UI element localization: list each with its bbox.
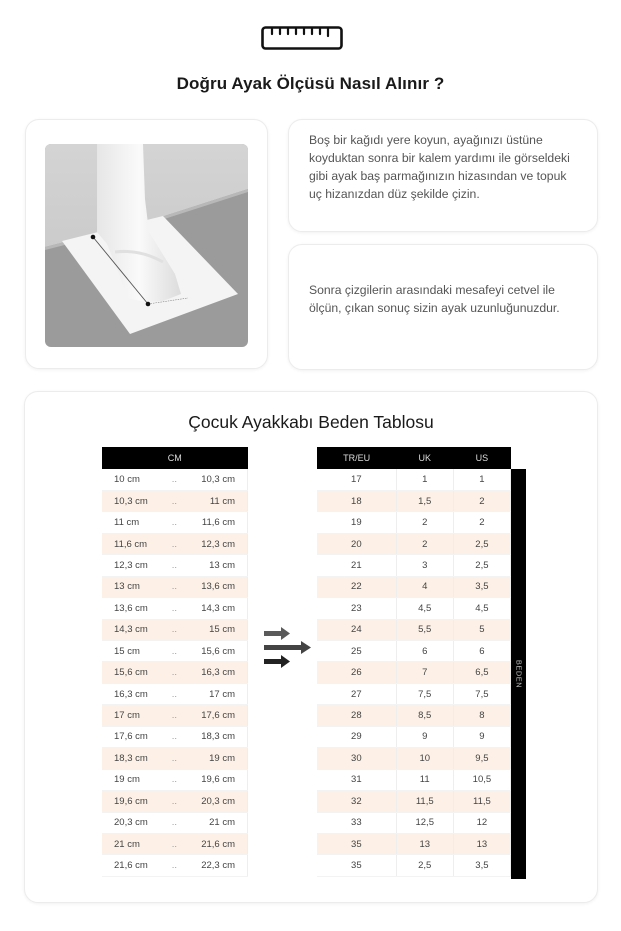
uk-cell: 2	[396, 512, 453, 533]
tr-eu-cell: 25	[317, 641, 396, 662]
tr-eu-cell: 32	[317, 791, 396, 812]
instruction-step-2-text: Sonra çizgilerin arasındaki mesafeyi cetvel ile ölçün, çıkan sonuç sizin ayak uzunluğunuzdur.	[309, 283, 560, 315]
shoe-size-row	[317, 598, 511, 619]
size-chart-card	[24, 391, 598, 903]
range-separator: ..	[162, 812, 186, 833]
uk-cell: 4,5	[396, 598, 453, 619]
cm-to-cell: 18,3 cm	[186, 726, 247, 747]
cm-from-cell: 13 cm	[102, 576, 162, 597]
cm-from-cell: 20,3 cm	[102, 812, 162, 833]
us-cell: 2,5	[453, 555, 510, 576]
cm-to-cell: 17,6 cm	[186, 705, 247, 726]
us-cell: 2,5	[453, 533, 510, 554]
cm-to-cell: 20,3 cm	[186, 791, 247, 812]
tr-eu-cell: 21	[317, 555, 396, 576]
tr-eu-cell: 35	[317, 855, 396, 876]
range-separator: ..	[162, 662, 186, 683]
cm-range-row	[102, 598, 248, 619]
cm-range-row	[102, 619, 248, 640]
cm-range-table	[102, 447, 248, 877]
tr-eu-cell: 30	[317, 748, 396, 769]
cm-to-cell: 22,3 cm	[186, 855, 247, 876]
shoe-size-row	[317, 769, 511, 790]
tr-eu-cell: 24	[317, 619, 396, 640]
tr-eu-cell: 29	[317, 726, 396, 747]
cm-range-row	[102, 512, 248, 533]
cm-from-cell: 21 cm	[102, 833, 162, 854]
uk-cell: 7,5	[396, 683, 453, 704]
uk-cell: 4	[396, 576, 453, 597]
instruction-step-1-text: Boş bir kağıdı yere koyun, ayağınızı üstüne koyduktan sonra bir kalem yardımı ile görseldeki gibi ayak baş parmağınızın hizasından ve topuk uç hizanızdan düz şekilde çizin.	[309, 133, 570, 201]
us-cell: 6,5	[453, 662, 510, 683]
cm-to-cell: 11 cm	[186, 490, 247, 511]
cm-range-row	[102, 533, 248, 554]
us-cell: 4,5	[453, 598, 510, 619]
cm-from-cell: 10,3 cm	[102, 490, 162, 511]
range-separator: ..	[162, 748, 186, 769]
range-separator: ..	[162, 683, 186, 704]
cm-range-row	[102, 791, 248, 812]
shoe-size-row	[317, 705, 511, 726]
cm-from-cell: 11,6 cm	[102, 533, 162, 554]
us-cell: 3,5	[453, 576, 510, 597]
range-separator: ..	[162, 555, 186, 576]
us-cell: 8	[453, 705, 510, 726]
cm-range-row	[102, 812, 248, 833]
tr-eu-cell: 26	[317, 662, 396, 683]
us-cell: 2	[453, 490, 510, 511]
cm-range-row	[102, 683, 248, 704]
range-separator: ..	[162, 533, 186, 554]
tr-eu-cell: 19	[317, 512, 396, 533]
uk-cell: 11,5	[396, 791, 453, 812]
cm-to-cell: 13 cm	[186, 555, 247, 576]
shoe-size-row	[317, 490, 511, 511]
uk-cell: 6	[396, 641, 453, 662]
us-cell: 9	[453, 726, 510, 747]
tr-eu-cell: 33	[317, 812, 396, 833]
us-cell: 7,5	[453, 683, 510, 704]
cm-range-row	[102, 726, 248, 747]
range-separator: ..	[162, 619, 186, 640]
uk-cell: 7	[396, 662, 453, 683]
shoe-size-row	[317, 555, 511, 576]
page-title: Doğru Ayak Ölçüsü Nasıl Alınır ?	[176, 74, 445, 93]
range-separator: ..	[162, 469, 186, 490]
cm-to-cell: 16,3 cm	[186, 662, 247, 683]
range-separator: ..	[162, 833, 186, 854]
cm-range-row	[102, 833, 248, 854]
tr-eu-cell: 22	[317, 576, 396, 597]
range-separator: ..	[162, 705, 186, 726]
range-separator: ..	[162, 598, 186, 619]
size-chart-title: Çocuk Ayakkabı Beden Tablosu	[188, 412, 434, 432]
beden-label: BEDEN	[514, 659, 523, 689]
cm-range-row	[102, 469, 248, 490]
us-cell: 2	[453, 512, 510, 533]
tr-eu-column-header: TR/EU	[317, 447, 396, 469]
tr-eu-cell: 17	[317, 469, 396, 490]
uk-cell: 1	[396, 469, 453, 490]
cm-to-cell: 13,6 cm	[186, 576, 247, 597]
cm-to-cell: 15 cm	[186, 619, 247, 640]
uk-cell: 11	[396, 769, 453, 790]
cm-from-cell: 16,3 cm	[102, 683, 162, 704]
us-cell: 12	[453, 812, 510, 833]
uk-cell: 3	[396, 555, 453, 576]
range-separator: ..	[162, 576, 186, 597]
us-cell: 1	[453, 469, 510, 490]
cm-to-cell: 21,6 cm	[186, 833, 247, 854]
tr-eu-cell: 27	[317, 683, 396, 704]
range-separator: ..	[162, 512, 186, 533]
shoe-size-row	[317, 641, 511, 662]
shoe-size-row	[317, 512, 511, 533]
tr-eu-cell: 28	[317, 705, 396, 726]
cm-from-cell: 11 cm	[102, 512, 162, 533]
tr-eu-cell: 23	[317, 598, 396, 619]
cm-from-cell: 19 cm	[102, 769, 162, 790]
shoe-size-table	[317, 447, 511, 877]
cm-from-cell: 14,3 cm	[102, 619, 162, 640]
uk-cell: 12,5	[396, 812, 453, 833]
shoe-size-row	[317, 748, 511, 769]
ruler-icon	[261, 26, 343, 50]
tr-eu-cell: 18	[317, 490, 396, 511]
cm-to-cell: 15,6 cm	[186, 641, 247, 662]
shoe-size-row	[317, 791, 511, 812]
range-separator: ..	[162, 855, 186, 876]
uk-cell: 5,5	[396, 619, 453, 640]
tr-eu-cell: 20	[317, 533, 396, 554]
shoe-size-row	[317, 662, 511, 683]
range-separator: ..	[162, 791, 186, 812]
cm-range-row	[102, 855, 248, 876]
us-cell: 9,5	[453, 748, 510, 769]
uk-cell: 10	[396, 748, 453, 769]
uk-cell: 2	[396, 533, 453, 554]
foot-image-card	[25, 119, 268, 369]
shoe-size-row	[317, 812, 511, 833]
instruction-step-1-card	[288, 119, 598, 232]
shoe-size-row	[317, 683, 511, 704]
tr-eu-cell: 35	[317, 833, 396, 854]
range-separator: ..	[162, 726, 186, 747]
cm-range-row	[102, 769, 248, 790]
range-separator: ..	[162, 769, 186, 790]
us-cell: 10,5	[453, 769, 510, 790]
arrows-right-icon	[261, 626, 313, 672]
cm-range-row	[102, 705, 248, 726]
range-separator: ..	[162, 490, 186, 511]
uk-cell: 1,5	[396, 490, 453, 511]
foot-measurement-image	[45, 144, 248, 347]
cm-range-row	[102, 555, 248, 576]
cm-range-row	[102, 576, 248, 597]
us-cell: 13	[453, 833, 510, 854]
cm-from-cell: 17,6 cm	[102, 726, 162, 747]
instruction-step-2-card	[288, 244, 598, 370]
cm-to-cell: 10,3 cm	[186, 469, 247, 490]
cm-from-cell: 21,6 cm	[102, 855, 162, 876]
uk-cell: 2,5	[396, 855, 453, 876]
uk-column-header: UK	[396, 447, 453, 469]
cm-from-cell: 15,6 cm	[102, 662, 162, 683]
us-cell: 5	[453, 619, 510, 640]
us-cell: 6	[453, 641, 510, 662]
cm-to-cell: 12,3 cm	[186, 533, 247, 554]
tr-eu-cell: 31	[317, 769, 396, 790]
cm-range-row	[102, 490, 248, 511]
cm-from-cell: 15 cm	[102, 641, 162, 662]
shoe-size-row	[317, 855, 511, 876]
beden-side-bar	[511, 469, 526, 879]
cm-to-cell: 21 cm	[186, 812, 247, 833]
cm-range-row	[102, 748, 248, 769]
uk-cell: 13	[396, 833, 453, 854]
cm-from-cell: 17 cm	[102, 705, 162, 726]
cm-from-cell: 12,3 cm	[102, 555, 162, 576]
cm-to-cell: 19,6 cm	[186, 769, 247, 790]
uk-cell: 9	[396, 726, 453, 747]
shoe-size-row	[317, 469, 511, 490]
us-cell: 3,5	[453, 855, 510, 876]
cm-to-cell: 19 cm	[186, 748, 247, 769]
uk-cell: 8,5	[396, 705, 453, 726]
cm-from-cell: 19,6 cm	[102, 791, 162, 812]
cm-from-cell: 10 cm	[102, 469, 162, 490]
shoe-size-row	[317, 726, 511, 747]
cm-from-cell: 18,3 cm	[102, 748, 162, 769]
cm-range-row	[102, 662, 248, 683]
shoe-size-row	[317, 533, 511, 554]
shoe-size-row	[317, 619, 511, 640]
shoe-size-row	[317, 576, 511, 597]
shoe-size-row	[317, 833, 511, 854]
cm-to-cell: 14,3 cm	[186, 598, 247, 619]
us-cell: 11,5	[453, 791, 510, 812]
us-column-header: US	[453, 447, 510, 469]
cm-to-cell: 17 cm	[186, 683, 247, 704]
range-separator: ..	[162, 641, 186, 662]
cm-column-header: CM	[102, 447, 248, 469]
cm-from-cell: 13,6 cm	[102, 598, 162, 619]
cm-to-cell: 11,6 cm	[186, 512, 247, 533]
cm-range-row	[102, 641, 248, 662]
